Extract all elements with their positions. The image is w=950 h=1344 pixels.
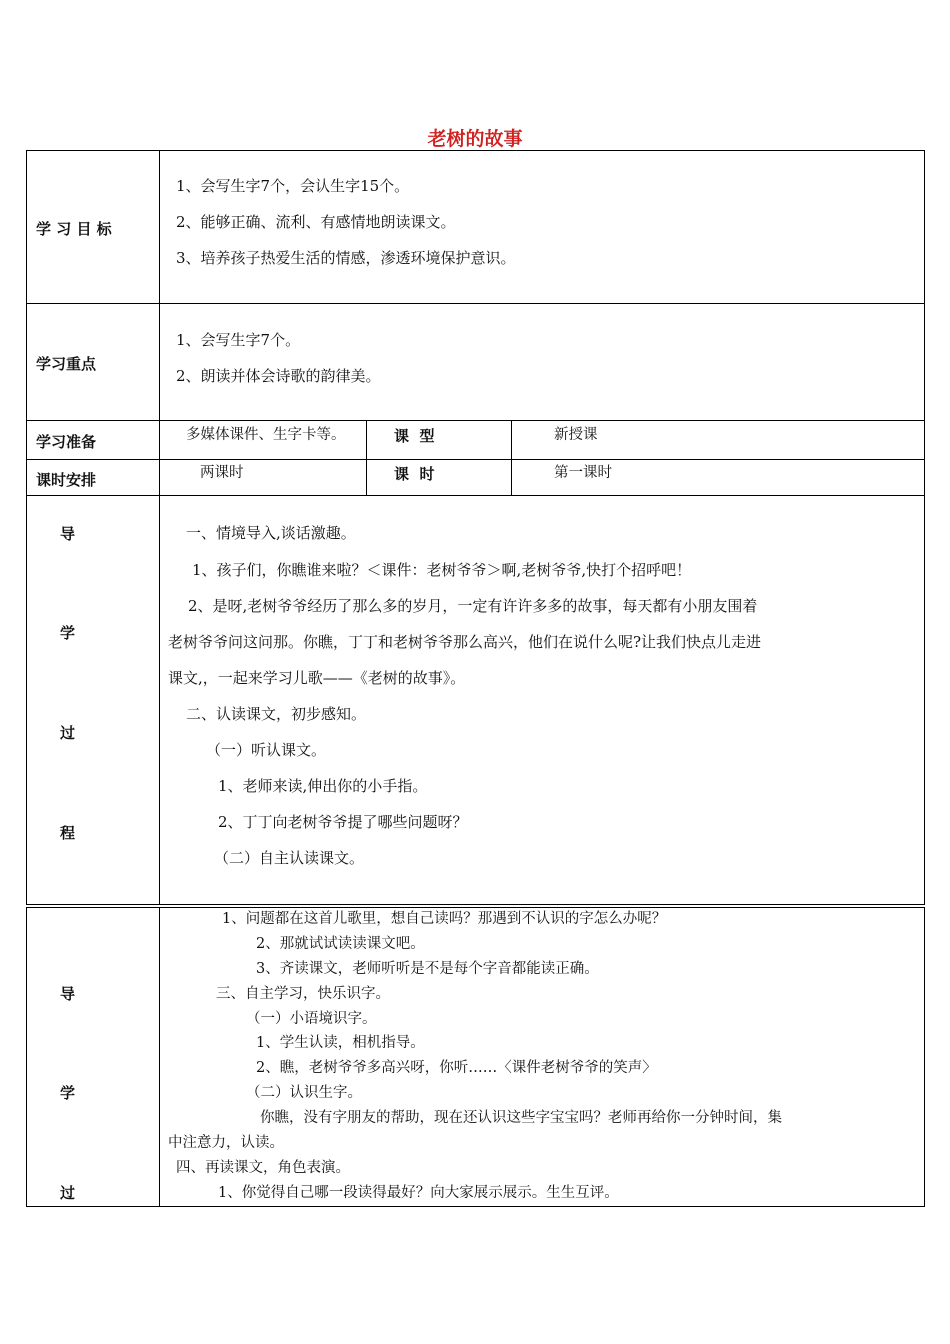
process2-line-1: 1、问题都在这首儿歌里，想自己读吗？那遇到不认识的字怎么办呢？ [222, 911, 667, 927]
process2-line-12: 1、你觉得自己哪一段读得最好？向大家展示展示。生生互评。 [218, 1185, 619, 1201]
process2-label-cell [26, 907, 160, 1207]
keypoints-line-2: 2、朗读并体会诗歌的韵律美。 [176, 367, 381, 385]
process-label-char-3: 过 [60, 724, 76, 742]
process2-line-5: （一）小语境识字。 [246, 1011, 377, 1027]
process-line-8: 1、老师来读,伸出你的小手指。 [218, 777, 428, 795]
schedule-value-cell [159, 459, 367, 496]
process-line-9: 2、丁丁向老树爷爷提了哪些问题呀？ [218, 813, 468, 831]
process-line-5: 课文,，一起来学习儿歌——《老树的故事》。 [168, 669, 466, 687]
hours-label-cell [366, 459, 512, 496]
hours-label: 课 时 [394, 465, 435, 483]
process-line-7: （一）听认课文。 [206, 741, 327, 759]
process-line-10: （二）自主认读课文。 [214, 849, 365, 867]
type-value: 新授课 [554, 427, 598, 443]
keypoints-content-cell [159, 303, 925, 421]
page-title: 老树的故事 [427, 128, 523, 150]
goals-line-3: 3、培养孩子热爱生活的情感，渗透环境保护意识。 [176, 249, 516, 267]
process2-line-4: 三、自主学习，快乐识字。 [216, 986, 390, 1002]
process-line-2: 1、孩子们，你瞧谁来啦？＜课件：老树爷爷＞啊,老树爷爷,快打个招呼吧！ [192, 561, 692, 579]
process2-line-11: 四、再读课文，角色表演。 [176, 1160, 350, 1176]
keypoints-line-1: 1、会写生字7个。 [176, 331, 301, 349]
process2-label-char-2: 学 [60, 1084, 76, 1102]
process2-line-8: （二）认识生字。 [246, 1085, 362, 1101]
schedule-label: 课时安排 [36, 471, 97, 489]
process2-label-char-3: 过 [60, 1184, 76, 1202]
goals-line-2: 2、能够正确、流利、有感情地朗读课文。 [176, 213, 456, 231]
hours-value: 第一课时 [554, 465, 612, 481]
process-label-cell [26, 495, 160, 905]
prep-label: 学习准备 [36, 433, 97, 451]
process2-label-char-1: 导 [60, 985, 76, 1003]
process2-line-2: 2、那就试试读读课文吧。 [256, 936, 425, 952]
process-content-cell [159, 495, 925, 905]
process2-line-6: 1、学生认读，相机指导。 [256, 1035, 425, 1051]
process2-line-10: 中注意力，认读。 [168, 1135, 284, 1151]
process2-line-3: 3、齐读课文，老师听听是不是每个字音都能读正确。 [256, 961, 599, 977]
type-label: 课 型 [394, 427, 435, 445]
goals-label: 学 习 目 标 [36, 220, 112, 238]
process-line-4: 老树爷爷问这问那。你瞧，丁丁和老树爷爷那么高兴，他们在说什么呢?让我们快点儿走进 [168, 633, 762, 651]
goals-line-1: 1、会写生字7个，会认生字15个。 [176, 177, 410, 195]
process-line-1: 一、情境导入,谈话激趣。 [186, 524, 356, 542]
process-label-char-1: 导 [60, 525, 76, 543]
process2-line-7: 2、瞧，老树爷爷多高兴呀，你听……〈课件老树爷爷的笑声〉 [256, 1060, 657, 1076]
keypoints-label: 学习重点 [36, 355, 97, 373]
prep-value: 多媒体课件、生字卡等。 [186, 427, 346, 443]
type-label-cell [366, 420, 512, 460]
schedule-value: 两课时 [200, 465, 244, 481]
process-line-3: 2、是呀,老树爷爷经历了那么多的岁月，一定有许许多多的故事，每天都有小朋友围着 [188, 597, 758, 615]
process-label-char-2: 学 [60, 624, 76, 642]
process-label-char-4: 程 [60, 824, 76, 842]
process-line-6: 二、认读课文，初步感知。 [186, 705, 367, 723]
process2-line-9: 你瞧，没有字朋友的帮助，现在还认识这些字宝宝吗？老师再给你一分钟时间，集 [260, 1110, 782, 1126]
